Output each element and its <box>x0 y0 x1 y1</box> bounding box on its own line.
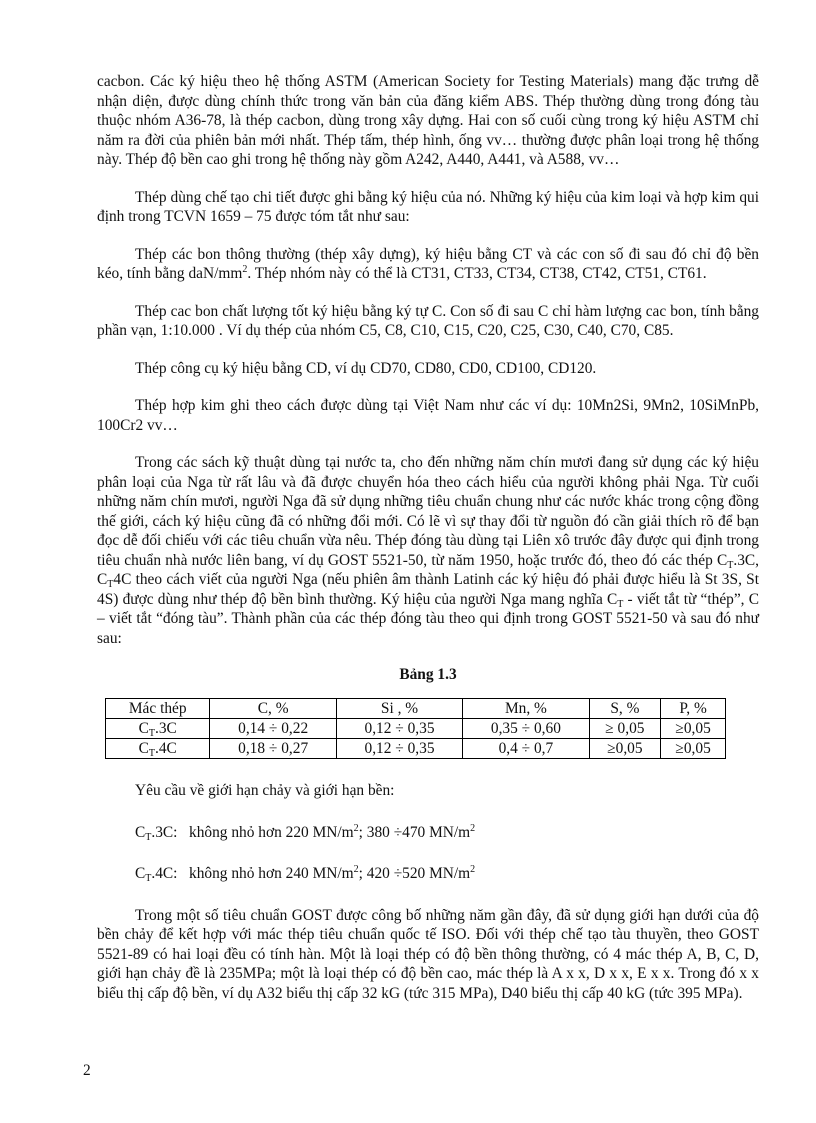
table-header-cell: S, % <box>589 699 661 719</box>
grade-suffix: .3C <box>155 719 177 737</box>
paragraph-quality-carbon: Thép cac bon chất lượng tốt ký hiệu bằng ký tự C. Con số đi sau C chỉ hàm lượng cac bon, tính bằng phần vạn, 1:10.000 . Ví dụ thép của nhóm C5, C8, C10, C15, C20, C25, C30, C40, C70, C85. <box>97 302 759 339</box>
table-header-cell: Mn, % <box>463 699 589 719</box>
requirement-text: không nhỏ hơn 240 MN/m <box>189 865 354 882</box>
requirement-4c <box>135 864 759 884</box>
table-cell: 0,18 ÷ 0,27 <box>210 739 336 759</box>
superscript: 2 <box>470 822 476 834</box>
table-cell: 0,12 ÷ 0,35 <box>336 719 462 739</box>
requirements-intro: Yêu cầu về giới hạn chảy và giới hạn bền: <box>135 782 395 799</box>
page-number: 2 <box>83 1062 91 1079</box>
subscript: T <box>148 747 156 759</box>
table-cell: ≥ 0,05 <box>589 719 661 739</box>
paragraph-alloy-steel: Thép hợp kim ghi theo cách được dùng tại Việt Nam như các ví dụ: 10Mn2Si, 9Mn2, 10SiMnPb, 100Cr2 vv… <box>97 397 759 434</box>
page-content <box>97 72 759 1021</box>
text-segment: Thép các bon thông thường (thép xây dựng), ký hiệu bằng CT và các con số đi sau đó chỉ độ bền kéo, tính bằng daN/mm <box>97 245 759 282</box>
table-caption: Bảng 1.3 <box>399 666 457 683</box>
paragraph-tool-steel: Thép công cụ ký hiệu bằng CD, ví dụ CD70, CD80, CD0, CD100, CD120. <box>135 359 597 377</box>
subscript: T <box>617 598 624 610</box>
table-cell: 0,12 ÷ 0,35 <box>336 739 462 759</box>
table-header-cell: P, % <box>661 699 726 719</box>
requirement-text: ; 420 ÷520 MN/m <box>358 865 471 882</box>
superscript: 2 <box>242 264 248 275</box>
requirement-text: ; 380 ÷470 MN/m <box>358 823 471 841</box>
table-cell-grade <box>106 739 210 759</box>
subscript: T <box>727 559 734 571</box>
subscript: T <box>148 727 156 739</box>
table-cell: 0,35 ÷ 0,60 <box>463 719 589 739</box>
table-cell: 0,14 ÷ 0,22 <box>210 719 336 739</box>
paragraph-carbon-steel <box>97 245 759 284</box>
subscript: T <box>145 831 152 843</box>
grade-suffix: .4C <box>155 739 177 757</box>
text-segment: 4C theo cách viết của người Nga (nếu phiên âm thành Latinh các ký hiệu đó phải được hiểu là St 3S, St 4S) được dùng như thép độ bền bình thường. Ký hiệu của người Nga mang nghĩa C <box>97 571 759 608</box>
table-header-row <box>106 699 726 719</box>
text-segment: .3C, C <box>97 551 759 588</box>
text-segment: Trong các sách kỹ thuật dùng tại nước ta, cho đến những năm chín mươi đang sử dụng các ký hiệu phân loại của Nga từ rất lâu và đã được chuyển hóa theo cách hiểu của người không phải Nga. Từ cuối những năm chín mươi, người Nga đã sử dụng những tiêu chuẩn chung như các nước khác trong cộng đồng thế giới, cách ký hiệu cũng đã có những đổi mới. Có lẽ vì sự thay đổi từ nguồn đó cần giải thích rõ để bạn đọc dễ đối chiếu với các tiêu chuẩn vừa nêu. Thép đóng tàu dùng tại Liên xô trước đây được qui định trong tiêu chuẩn nhà nước liên bang, ví dụ GOST 5521-50, từ năm 1950, hoặc trước đó, theo đó các thép C <box>97 454 759 569</box>
paragraph-astm: cacbon. Các ký hiệu theo hệ thống ASTM (American Society for Testing Materials) mang đặc trưng dễ nhận diện, được dùng chính thức trong văn bản của đăng kiểm ABS. Thép thường dùng trong đóng tàu thuộc nhóm A36-78, là thép cacbon, dùng trong xây dựng. Hai con số cuối cùng trong ký hiệu ASTM chỉ năm ra đời của phiên bản mới nhất. Thép tấm, thép hình, ống vv… thường được phân loại trong hệ thống này. Thép độ bền cao ghi trong hệ thống này gồm A242, A440, A441, và A588, vv… <box>97 73 759 168</box>
superscript: 2 <box>353 822 359 834</box>
requirement-3c <box>135 823 759 843</box>
subscript: T <box>145 873 152 884</box>
table-cell: ≥0,05 <box>589 739 661 759</box>
paragraph-gost-recent: Trong một số tiêu chuẩn GOST được công bố những năm gần đây, đã sử dụng giới hạn dưới của độ bền chảy để kết hợp với mác thép tiêu chuẩn quốc tế ISO. Đối với thép chế tạo tàu thuyền, theo GOST 5521-89 có hai loại đều có tính hàn. Một là loại thép có độ bền thông thường, có 4 mác thép A, B, C, D, giới hạn chảy đề là 235MPa; một là loại thép có độ bền cao, mác thép là A x x, D x x, E x x. Trong đó x x biểu thị cấp độ bền, ví dụ A32 biểu thị cấp 32 kG (tức 315 MPa), D40 biểu thị cấp 40 kG (tức 395 MPa). <box>97 906 759 1002</box>
paragraph-gost-history <box>97 453 759 648</box>
grade-letter: C <box>138 719 149 737</box>
table-header-cell: Mác thép <box>106 699 210 719</box>
table-cell: ≥0,05 <box>661 739 726 759</box>
paragraph-tcvn-intro: Thép dùng chế tạo chi tiết được ghi bằng ký hiệu của nó. Những ký hiệu của kim loại và hợp kim qui định trong TCVN 1659 – 75 được tóm tắt như sau: <box>97 188 759 225</box>
table-cell: ≥0,05 <box>661 719 726 739</box>
requirement-text: không nhỏ hơn 220 MN/m <box>189 823 354 841</box>
subscript: T <box>107 579 114 590</box>
steel-composition-table <box>105 698 726 759</box>
table-cell-grade <box>106 719 210 739</box>
grade-letter: C <box>138 739 149 757</box>
superscript: 2 <box>470 864 476 875</box>
grade-suffix: .4C: <box>151 865 178 882</box>
text-segment: - viết tắt từ “thép”, C – viết tắt “đóng tàu”. Thành phần của các thép đóng tàu theo qui định trong GOST 5521-50 và sau đó như sau: <box>97 590 759 647</box>
grade-suffix: .3C: <box>151 823 178 841</box>
text-segment: . Thép nhóm này có thể là CT31, CT33, CT34, CT38, CT42, CT51, CT61. <box>247 265 707 282</box>
table-header-cell: C, % <box>210 699 336 719</box>
grade-letter: C <box>135 823 146 841</box>
grade-letter: C <box>135 865 146 882</box>
table-row <box>106 719 726 739</box>
table-cell: 0,4 ÷ 0,7 <box>463 739 589 759</box>
superscript: 2 <box>353 864 359 875</box>
table-row <box>106 739 726 759</box>
table-header-cell: Si , % <box>336 699 462 719</box>
